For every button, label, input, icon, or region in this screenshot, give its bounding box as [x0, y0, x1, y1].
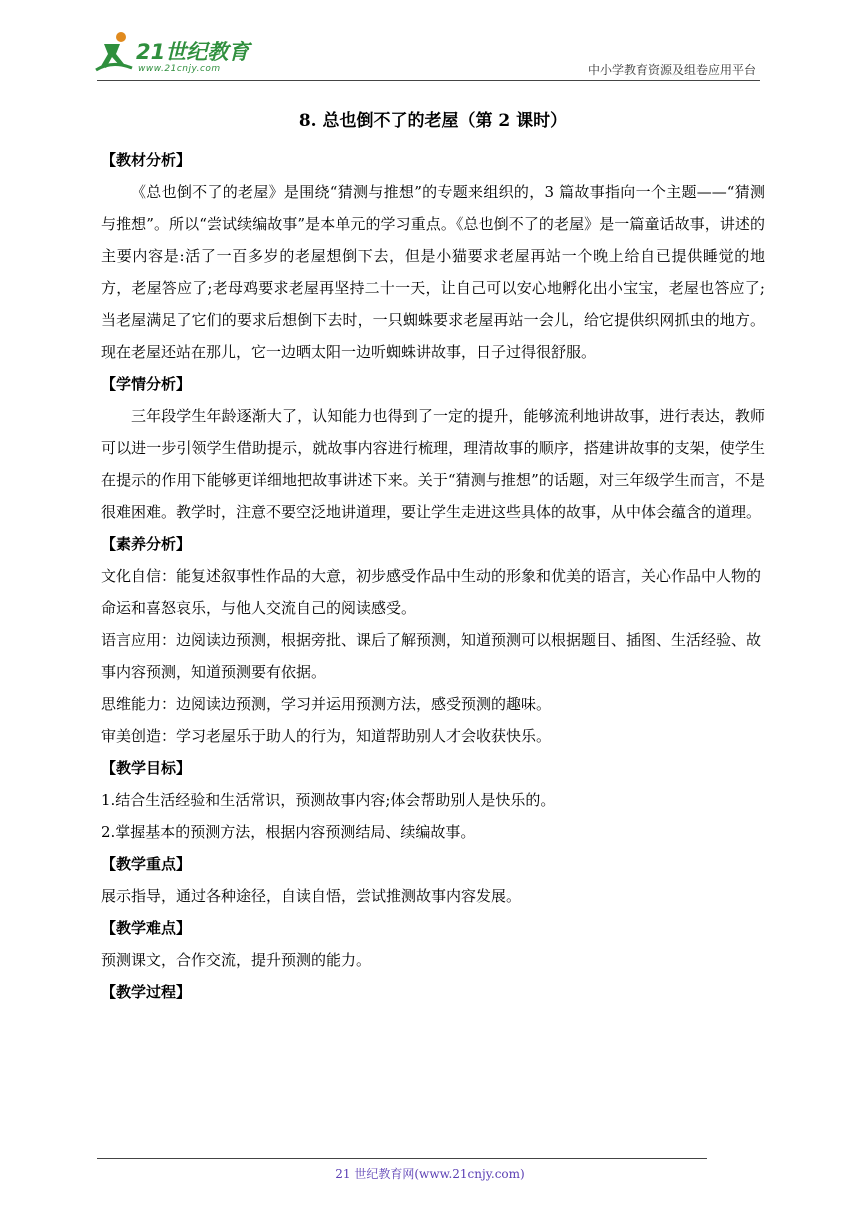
section-heading: 【教材分析】: [101, 151, 192, 169]
goal-item: 2.掌握基本的预测方法，根据内容预测结局、续编故事。: [101, 823, 476, 841]
logo-text: 21世纪教育: [136, 40, 250, 64]
section-literacy-analysis: [101, 528, 765, 752]
section-key-points: [101, 848, 765, 912]
platform-name: 中小学教育资源及组卷应用平台: [587, 63, 756, 77]
section-heading: 【教学难点】: [101, 919, 192, 937]
section-difficulties: [101, 912, 765, 976]
header-divider: [97, 80, 760, 81]
section-heading: 【学情分析】: [101, 375, 192, 393]
paragraph: 《总也倒不了的老屋》是围绕“猜测与推想”的专题来组织的，3 篇故事指向一个主题——“猜测与推想”。所以“尝试续编故事”是本单元的学习重点。《总也倒不了的老屋》是一篇童话故事，讲述的主要内容是:活了一百多岁的老屋想倒下去，但是小猫要求老屋再站一个晚上给自已提供睡觉的地方，老屋答应了;老母鸡要求老屋再坚持二十一天，让自己可以安心地孵化出小宝宝，老屋也答应了;当老屋满足了它们的要求后想倒下去时，一只蜘蛛要求老屋再站一会儿，给它提供织网抓虫的地方。现在老屋还站在那儿，它一边晒太阳一边听蜘蛛讲故事，日子过得很舒服。: [101, 183, 765, 361]
section-teaching-process: [101, 976, 765, 1008]
literacy-item: 思维能力：边阅读边预测，学习并运用预测方法，感受预测的趣味。: [101, 695, 552, 713]
page-header: [0, 0, 860, 90]
literacy-item: 审美创造：学习老屋乐于助人的行为，知道帮助别人才会收获快乐。: [101, 727, 552, 745]
section-textbook-analysis: [101, 144, 765, 368]
section-teaching-goals: [101, 752, 765, 848]
key-point-text: 展示指导，通过各种途径，自读自悟，尝试推测故事内容发展。: [101, 887, 522, 905]
runner-icon: [94, 30, 134, 74]
document-body: [101, 104, 765, 1008]
section-heading: 【教学重点】: [101, 855, 192, 873]
literacy-item: 语言应用：边阅读边预测，根据旁批、课后了解预测，知道预测可以根据题目、插图、生活经验、故事内容预测，知道预测要有依据。: [101, 631, 762, 681]
literacy-item: 文化自信：能复述叙事性作品的大意，初步感受作品中生动的形象和优美的语言，关心作品中人物的命运和喜怒哀乐，与他人交流自己的阅读感受。: [101, 567, 762, 617]
section-student-analysis: [101, 368, 765, 528]
goal-item: 1.结合生活经验和生活常识，预测故事内容;体会帮助别人是快乐的。: [101, 791, 556, 809]
footer-divider: [97, 1158, 707, 1159]
logo: [94, 30, 264, 80]
section-heading: 【教学目标】: [101, 759, 192, 777]
section-heading: 【教学过程】: [101, 983, 192, 1001]
difficulty-text: 预测课文，合作交流，提升预测的能力。: [101, 951, 372, 969]
logo-url: www.21cnjy.com: [138, 64, 221, 74]
document-title: 8. 总也倒不了的老屋（第 2 课时）: [298, 111, 568, 131]
paragraph: 三年段学生年龄逐渐大了，认知能力也得到了一定的提升，能够流利地讲故事，进行表达，教师可以进一步引领学生借助提示，就故事内容进行梳理，理清故事的顺序，搭建讲故事的支架，使学生在提示的作用下能够更详细地把故事讲述下来。关于“猜测与推想”的话题，对三年级学生而言，不是很难困难。教学时，注意不要空泛地讲道理，要让学生走进这些具体的故事，从中体会蕴含的道理。: [101, 407, 765, 521]
footer-link[interactable]: 21 世纪教育网(www.21cnjy.com): [335, 1167, 525, 1181]
section-heading: 【素养分析】: [101, 535, 192, 553]
